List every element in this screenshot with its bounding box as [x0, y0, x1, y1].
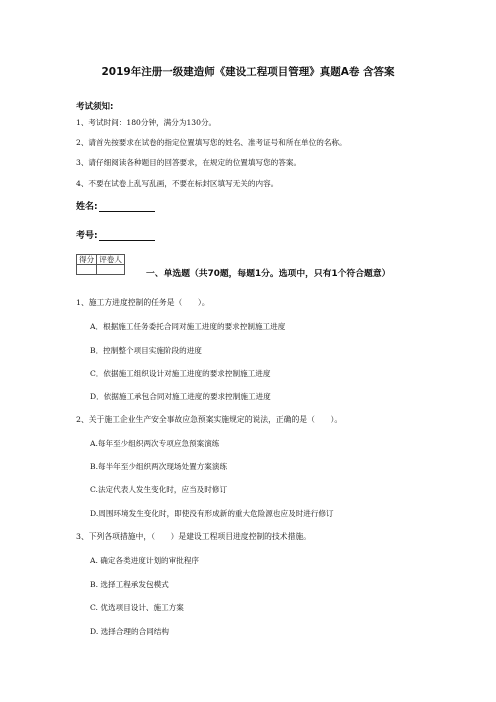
- grader-cell[interactable]: [97, 265, 125, 275]
- question-option: C.法定代表人发生变化时，应当及时修订: [90, 485, 228, 494]
- question-option: D.周围环境发生变化时，即使没有形成新的重大危险源也应及时进行修订: [90, 509, 334, 518]
- document-title: 2019年注册一级建造师《建设工程项目管理》真题A卷 含答案: [101, 66, 395, 78]
- question-option: A. 确定各类进度计划的审批程序: [90, 556, 200, 565]
- name-blank[interactable]: [99, 202, 155, 212]
- question-option: D．依据施工承包合同对施工进度的要求控制施工进度: [90, 392, 271, 401]
- question-stem: 3、下列各项措施中，（ ）是建设工程项目进度控制的技术措施。: [76, 532, 311, 541]
- notice-heading: 考试须知:: [76, 102, 114, 112]
- score-box: [76, 254, 125, 275]
- question-stem: 1、施工方进度控制的任务是（ ）。: [76, 298, 210, 307]
- exam-number-field: [76, 228, 155, 241]
- section-title: 一、单选题（共70题，每题1分。选项中，只有1个符合题意）: [146, 269, 391, 279]
- question-option: B. 选择工程承发包模式: [90, 580, 169, 589]
- score-header: 得分: [77, 255, 97, 265]
- question-option: C. 优选项目设计、施工方案: [90, 603, 184, 612]
- notice-item: 3、请仔细阅读各种题目的回答要求，在规定的位置填写您的答案。: [76, 158, 302, 167]
- name-label: 姓名:: [76, 202, 98, 212]
- question-option: B．控制整个项目实施阶段的进度: [90, 346, 202, 355]
- score-cell[interactable]: [77, 265, 97, 275]
- exam-number-label: 考号:: [76, 231, 98, 241]
- question-option: C．依据施工组织设计对施工进度的要求控制施工进度: [90, 369, 271, 378]
- question-option: A．根据施工任务委托合同对施工进度的要求控制施工进度: [90, 322, 286, 331]
- notice-item: 2、请首先按要求在试卷的指定位置填写您的姓名、准考证号和所在单位的名称。: [76, 138, 347, 147]
- question-option: D. 选择合理的合同结构: [90, 627, 169, 636]
- question-option: B.每半年至少组织两次现场处置方案演练: [90, 462, 228, 471]
- notice-item: 1、考试时间：180分钟，满分为130分。: [76, 118, 217, 127]
- name-field: [76, 199, 155, 212]
- grader-header: 评卷人: [97, 255, 125, 265]
- question-stem: 2、关于施工企业生产安全事故应急预案实施规定的说法，正确的是（ ）。: [76, 415, 343, 424]
- exam-number-blank[interactable]: [99, 231, 155, 241]
- question-option: A.每年至少组织两次专项应急预案演练: [90, 439, 220, 448]
- notice-item: 4、不要在试卷上乱写乱画，不要在标封区填写无关的内容。: [76, 179, 279, 188]
